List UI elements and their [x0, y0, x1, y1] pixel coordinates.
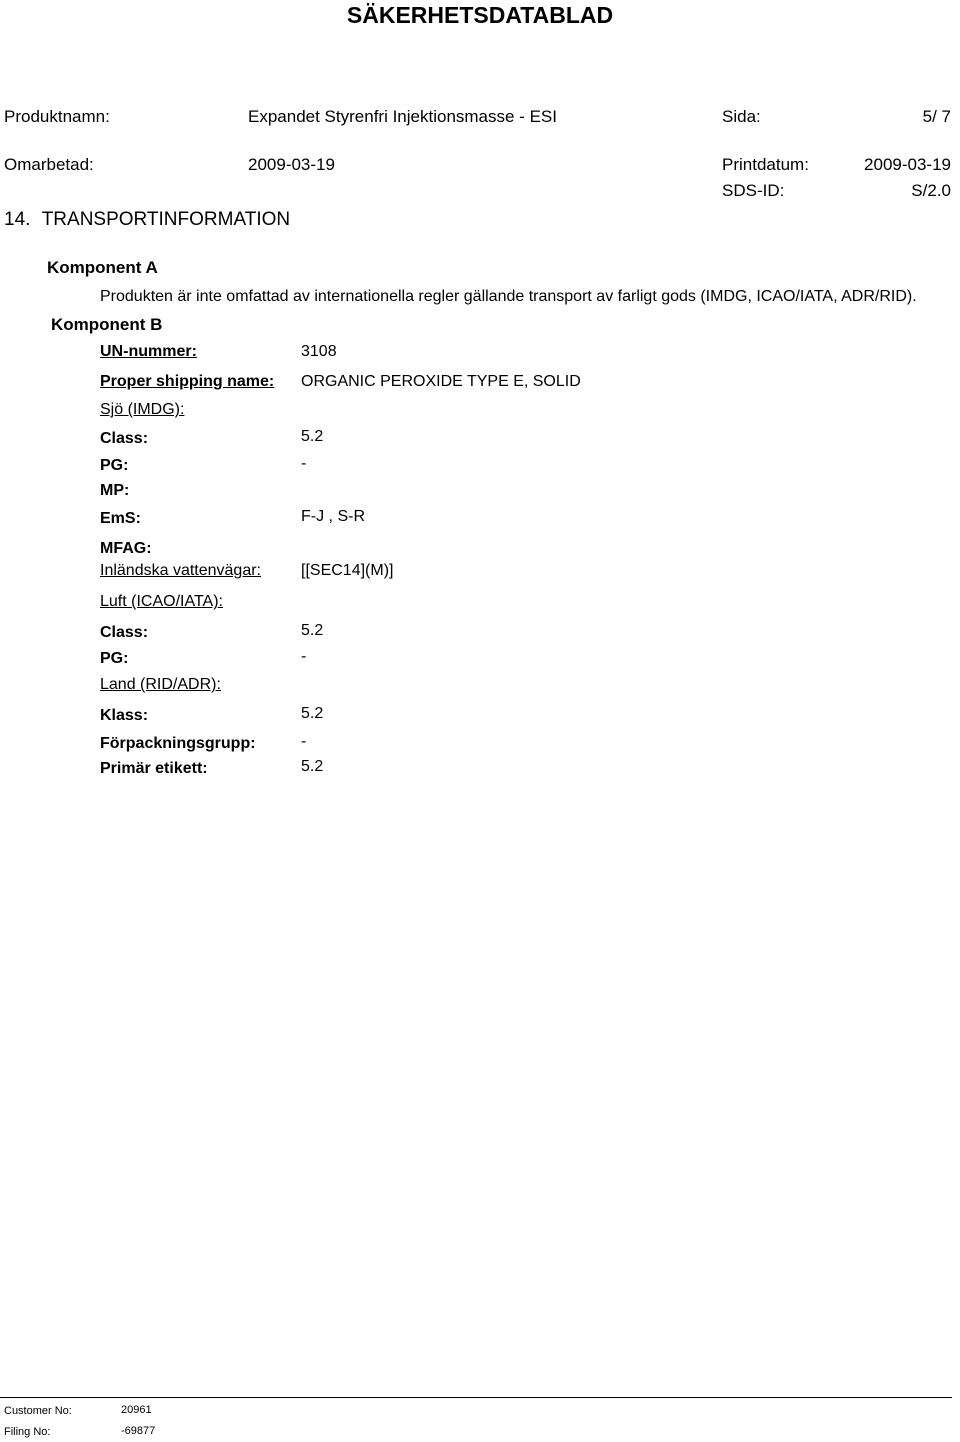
- air-class-value: 5.2: [301, 622, 324, 639]
- land-transport-heading: Land (RID/ADR):: [100, 676, 221, 693]
- un-number-label: UN-nummer:: [100, 343, 197, 360]
- sea-mfag-label: MFAG:: [100, 540, 152, 557]
- revised-date-label: Omarbetad:: [4, 155, 94, 174]
- footer-divider: [0, 1397, 952, 1398]
- print-date-value: 2009-03-19: [864, 155, 951, 174]
- product-name-value: Expandet Styrenfri Injektionsmasse - ESI: [248, 107, 557, 126]
- proper-shipping-name-value: ORGANIC PEROXIDE TYPE E, SOLID: [301, 373, 581, 390]
- filing-number-value: -69877: [121, 1425, 156, 1437]
- customer-number-label: Customer No:: [4, 1405, 72, 1417]
- sea-class-value: 5.2: [301, 428, 324, 445]
- air-class-label: Class:: [100, 624, 149, 641]
- proper-shipping-name-label: Proper shipping name:: [100, 373, 275, 390]
- un-number-value: 3108: [301, 343, 337, 360]
- air-transport-heading: Luft (ICAO/IATA):: [100, 593, 223, 610]
- komponent-b-heading: Komponent B: [51, 315, 163, 334]
- sea-pg-value: -: [301, 455, 307, 472]
- section-number: 14.: [4, 209, 31, 230]
- customer-number-value: 20961: [121, 1404, 152, 1416]
- product-name-label: Produktnamn:: [4, 107, 110, 126]
- inland-waterways-value: [[SEC14](M)]: [301, 562, 394, 579]
- komponent-a-heading: Komponent A: [47, 258, 158, 277]
- section-title: TRANSPORTINFORMATION: [41, 209, 291, 230]
- sea-class-label: Class:: [100, 430, 149, 447]
- sea-ems-value: F-J , S-R: [301, 508, 365, 525]
- land-primary-label-value: 5.2: [301, 758, 324, 775]
- land-primary-label-label: Primär etikett:: [100, 760, 208, 777]
- sea-mp-label: MP:: [100, 482, 130, 499]
- print-date-label: Printdatum:: [722, 155, 809, 174]
- air-pg-value: -: [301, 648, 307, 665]
- document-title: SÄKERHETSDATABLAD: [346, 2, 614, 28]
- sds-id-label: SDS-ID:: [722, 181, 785, 200]
- komponent-a-text: Produkten är inte omfattad av internationella regler gällande transport av farligt gods (IMDG, ICAO/IATA, ADR/RID).: [100, 288, 917, 305]
- air-pg-label: PG:: [100, 650, 129, 667]
- land-packing-group-label: Förpackningsgrupp:: [100, 735, 256, 752]
- section-heading: [4, 209, 290, 231]
- sea-ems-label: EmS:: [100, 510, 141, 527]
- page-label: Sida:: [722, 107, 761, 126]
- filing-number-label: Filing No:: [4, 1426, 51, 1438]
- sea-pg-label: PG:: [100, 457, 129, 474]
- page-number: 5/ 7: [922, 107, 951, 126]
- inland-waterways-heading: Inländska vattenvägar:: [100, 562, 261, 579]
- land-packing-group-value: -: [301, 733, 307, 750]
- land-klass-value: 5.2: [301, 705, 324, 722]
- revised-date-value: 2009-03-19: [248, 155, 335, 174]
- sds-id-value: S/2.0: [911, 181, 951, 200]
- land-klass-label: Klass:: [100, 707, 149, 724]
- sea-transport-heading: Sjö (IMDG):: [100, 401, 185, 418]
